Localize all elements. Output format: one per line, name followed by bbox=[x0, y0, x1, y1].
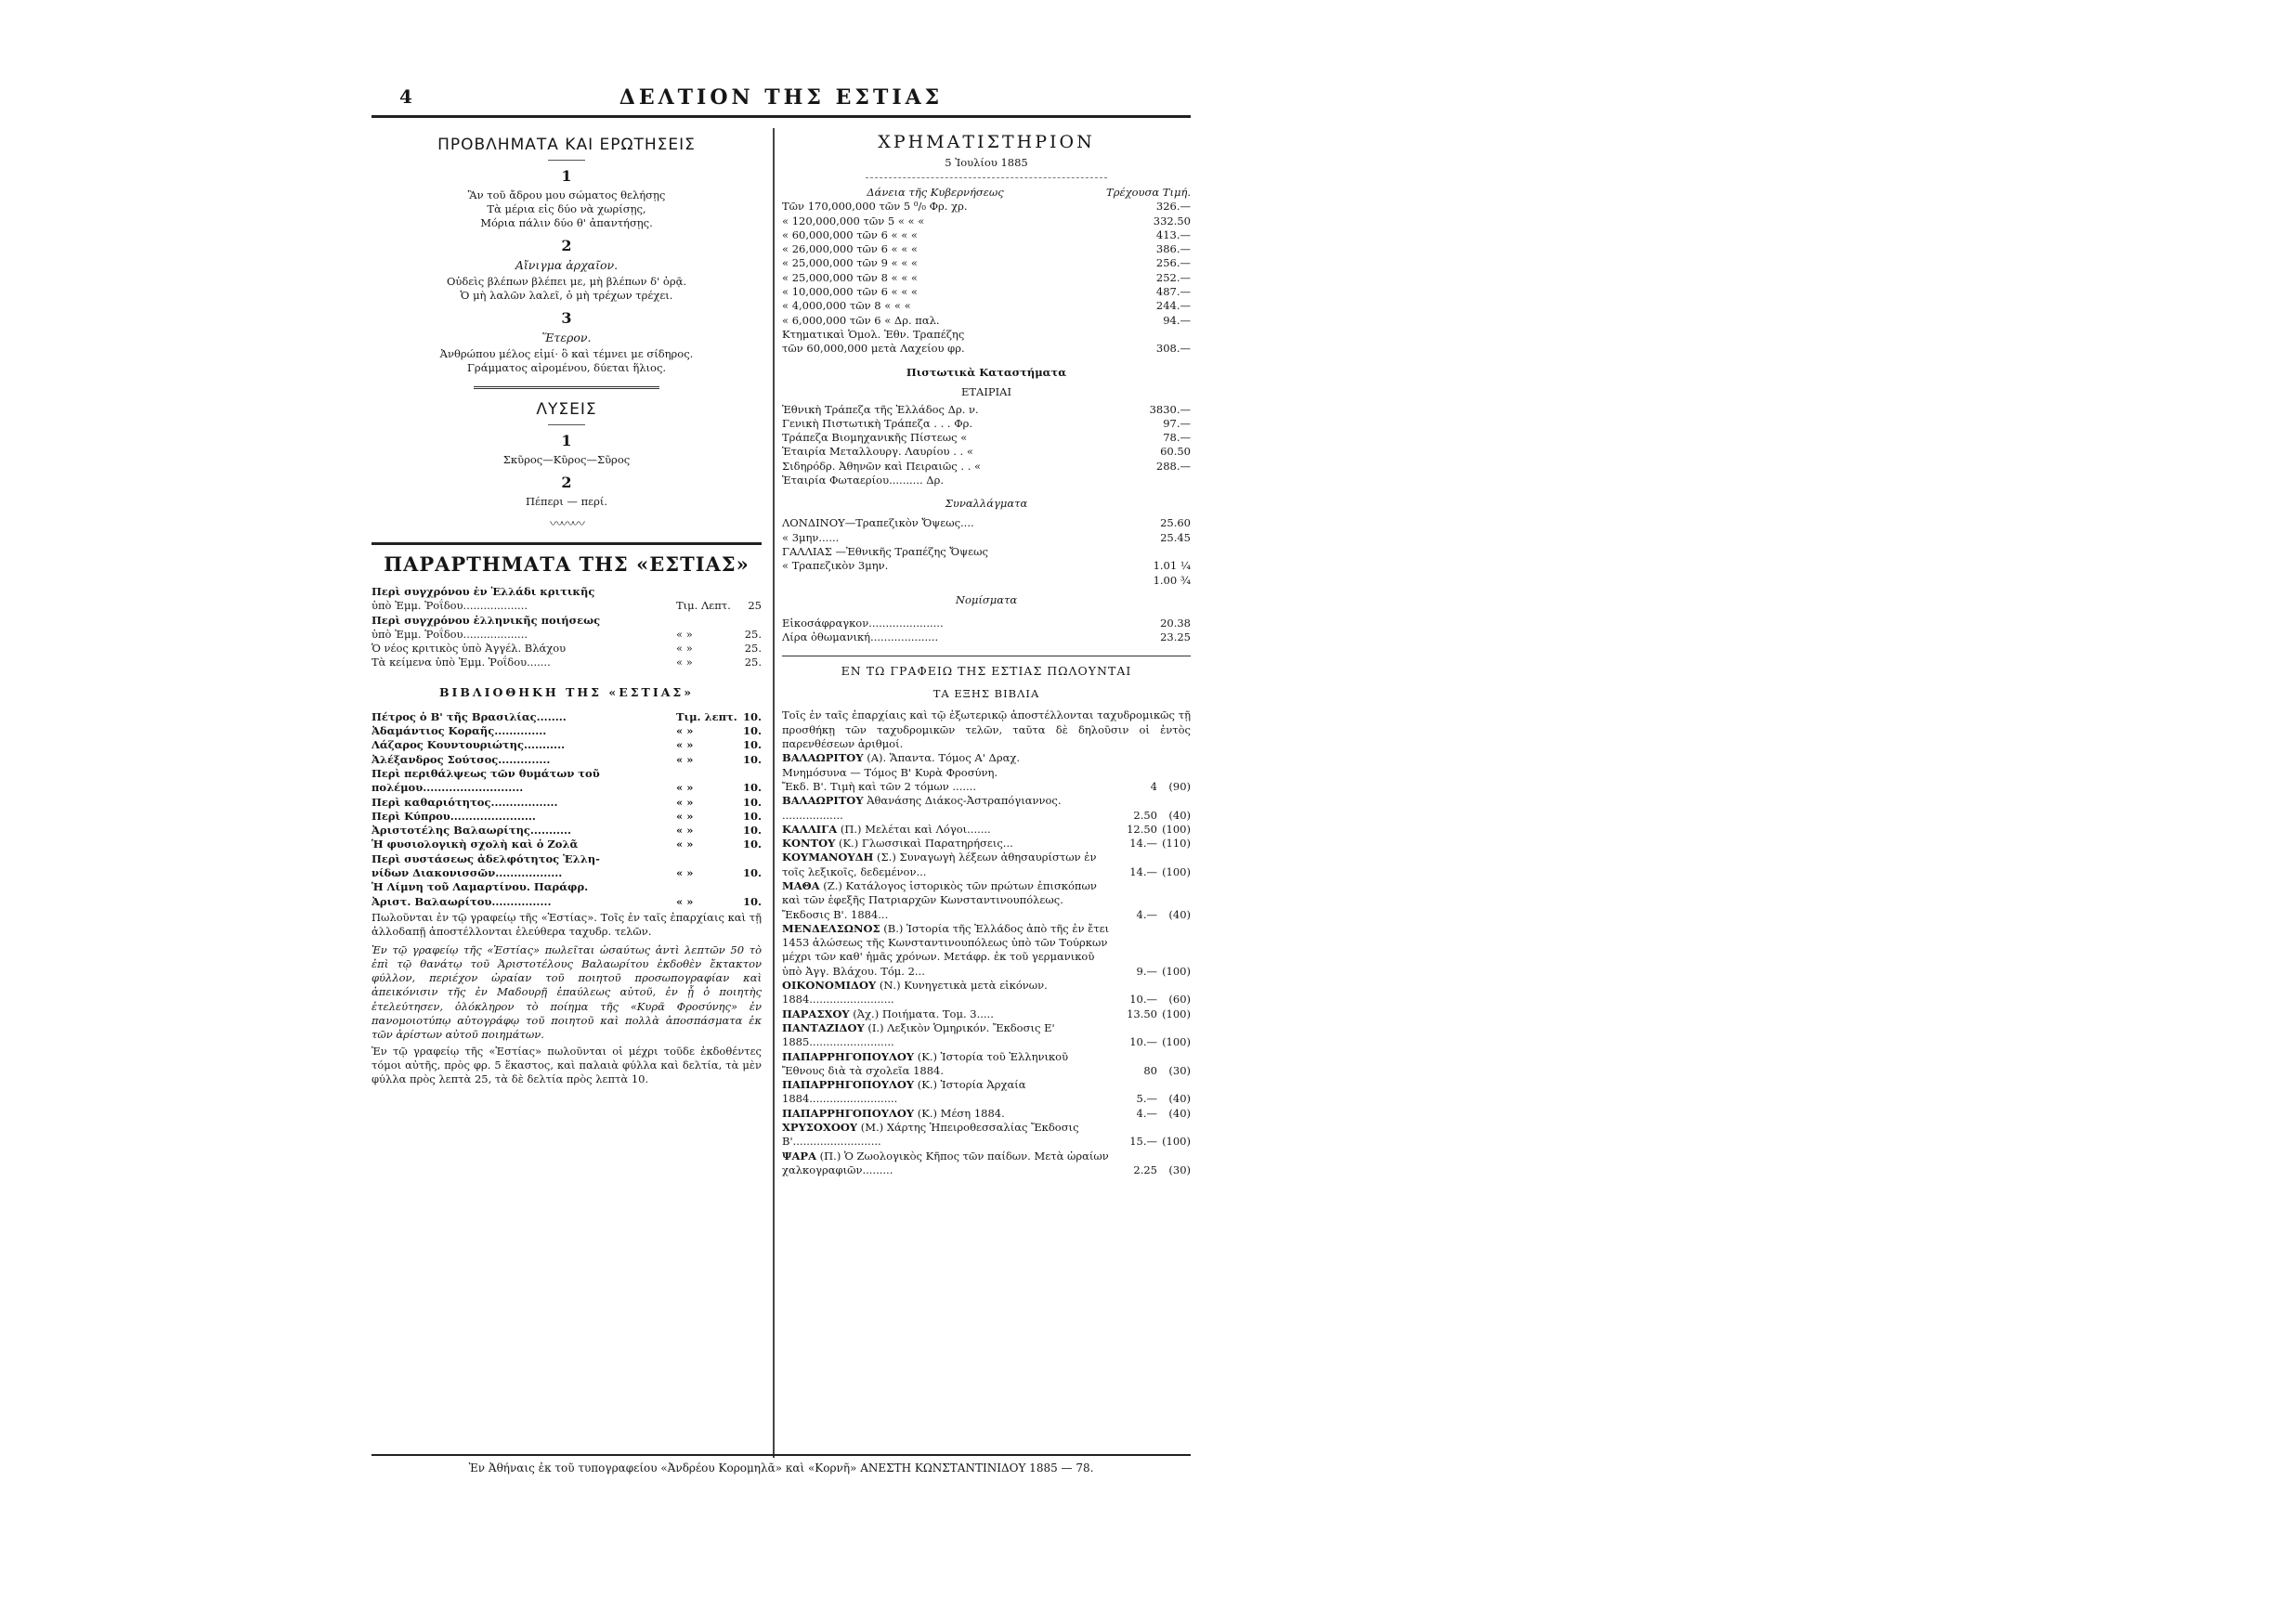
book-text: ΒΑΛΑΩΡΙΤΟΥ Ἀθανάσης Διάκος-Ἀστραπόγιαννος. .................. bbox=[782, 794, 1062, 822]
masthead-title: ΔΕΛΤΙΟΝ ΤΗΣ ΕΣΤΙΑΣ bbox=[619, 85, 944, 110]
problem-line: Τὰ μέρια εἰς δύο νὰ χωρίσῃς, bbox=[487, 202, 646, 215]
company-desc: Σιδηρόδρ. Ἀθηνῶν καὶ Πειραιῶς . . « bbox=[782, 459, 982, 473]
gov-loans-header: Δάνεια τῆς Κυβερνήσεως bbox=[867, 186, 1004, 199]
supplement-title: Περὶ συγχρόνου ἐν Ἑλλάδι κριτικῆς bbox=[372, 585, 595, 598]
exchange-row bbox=[782, 559, 1191, 573]
company-value: 3830.— bbox=[1149, 402, 1191, 416]
library-title: Ἡ Λίμνη τοῦ Λαμαρτίνου. Παράφρ. bbox=[372, 880, 589, 894]
problem-line: Γράμματος αἰρομένου, δύεται ἥλιος. bbox=[466, 361, 667, 374]
library-price: 10. bbox=[742, 781, 762, 795]
page-footer bbox=[372, 1454, 1191, 1475]
supplement-price: 25. bbox=[744, 627, 762, 641]
library-row bbox=[372, 781, 762, 795]
coins-title: Νομίσματα bbox=[955, 592, 1018, 606]
supplement-unit: « » bbox=[676, 656, 693, 669]
library-title: Ἀδαμάντιος Κοραῆς.............. bbox=[372, 724, 547, 738]
library-row bbox=[372, 810, 762, 824]
wave-ornament: 〰〰〰 bbox=[550, 517, 583, 532]
exchange-row bbox=[782, 545, 1191, 559]
library-unit: Τιμ. λεπτ. bbox=[676, 709, 737, 723]
exchange-desc bbox=[782, 574, 1107, 588]
book-price: 14.— bbox=[1129, 864, 1157, 878]
book-postage: (100) bbox=[1162, 1035, 1191, 1049]
supplement-row bbox=[372, 628, 762, 642]
coins-list bbox=[782, 617, 1191, 645]
supplement-title: Τὰ κείμενα ὑπὸ Ἐμμ. Ῥοΐδου....... bbox=[372, 656, 551, 669]
library-title: Ἡ φυσιολογικὴ σχολὴ καὶ ὁ Ζολᾶ bbox=[372, 838, 579, 851]
library-title: Περὶ συστάσεως ἀδελφότητος Ἑλλη- bbox=[372, 851, 600, 865]
problem-line: Ἂν τοῦ ἄδρου μου σώματος θελήσῃς bbox=[467, 188, 666, 201]
library-row bbox=[372, 724, 762, 738]
book-text: ΚΟΝΤΟΥ (Κ.) Γλωσσικαὶ Παρατηρήσεις... bbox=[782, 837, 1013, 851]
loan-row bbox=[782, 299, 1191, 313]
supplement-row bbox=[372, 642, 762, 656]
library-price: 10. bbox=[742, 709, 762, 723]
book-author: ΒΑΛΑΩΡΙΤΟΥ bbox=[782, 794, 864, 808]
book-row bbox=[782, 922, 1191, 979]
book-text: Μνημόσυνα — Τόμος Β' Κυρὰ Φροσύνη. bbox=[782, 765, 998, 779]
library-row bbox=[372, 880, 762, 894]
library-row bbox=[372, 796, 762, 810]
problems-title: ΠΡΟΒΛΗΜΑΤΑ ΚΑΙ ΕΡΩΤΗΣΕΙΣ bbox=[437, 136, 696, 154]
header-rule bbox=[372, 115, 1191, 118]
loan-row bbox=[782, 328, 1191, 342]
problem-line: Ἀνθρώπου μέλος εἰμί· ὃ καὶ τέμνει με σίδηρος. bbox=[439, 347, 694, 360]
book-row bbox=[782, 1121, 1191, 1150]
library-row bbox=[372, 710, 762, 724]
loan-value: 413.— bbox=[1155, 227, 1191, 241]
library-unit bbox=[676, 880, 736, 894]
supplements-title: ΠΑΡΑΡΤΗΜΑΤΑ ΤΗΣ «ΕΣΤΙΑΣ» bbox=[384, 552, 750, 576]
loan-row bbox=[782, 342, 1191, 356]
book-row bbox=[782, 1150, 1191, 1178]
library-title: νίδων Διακονισσῶν.................. bbox=[372, 866, 563, 880]
company-value bbox=[1107, 474, 1191, 487]
book-postage: (60) bbox=[1168, 993, 1191, 1007]
library-price: 10. bbox=[742, 838, 762, 851]
dotted-divider bbox=[866, 177, 1107, 178]
problems-list bbox=[372, 167, 762, 375]
book-row bbox=[782, 1107, 1191, 1121]
exchanges-title: Συναλλάγματα bbox=[945, 497, 1028, 511]
book-price: 5.— bbox=[1136, 1092, 1157, 1106]
loan-value: 386.— bbox=[1155, 242, 1191, 256]
library-title: Περὶ καθαριότητος.................. bbox=[372, 795, 558, 809]
exchange-date: 5 Ἰουλίου 1885 bbox=[945, 156, 1028, 169]
book-row bbox=[782, 837, 1191, 851]
library-title: Ἀριστοτέλης Βαλαωρίτης........... bbox=[372, 824, 571, 838]
loan-desc: « 6,000,000 τῶν 6 « Δρ. παλ. bbox=[782, 313, 940, 327]
library-price: 10. bbox=[742, 795, 762, 809]
solution-number: 2 bbox=[561, 474, 572, 491]
problem-number: 3 bbox=[561, 309, 572, 327]
exchange-row bbox=[782, 516, 1191, 530]
library-row bbox=[372, 824, 762, 838]
exchange-desc: « 3μην...... bbox=[782, 530, 840, 544]
loan-value: 326.— bbox=[1155, 200, 1191, 214]
library-row bbox=[372, 852, 762, 866]
book-row bbox=[782, 851, 1191, 879]
book-postage: (90) bbox=[1168, 779, 1191, 793]
library-title: Ἀλέξανδρος Σούτσος.............. bbox=[372, 752, 551, 766]
solution-number: 1 bbox=[561, 432, 572, 449]
coin-desc: Λίρα ὀθωμανική.................... bbox=[782, 630, 939, 644]
book-price: 10.— bbox=[1129, 1035, 1157, 1049]
library-title: ΒΙΒΛΙΟΘΗΚΗ ΤΗΣ «ΕΣΤΙΑΣ» bbox=[438, 684, 695, 699]
loan-row bbox=[782, 285, 1191, 299]
library-price bbox=[736, 852, 762, 866]
library-title: Περὶ περιθάλψεως τῶν θυμάτων τοῦ bbox=[372, 766, 600, 780]
library-unit: « » bbox=[676, 781, 694, 795]
book-author: ΜΑΘΑ bbox=[782, 878, 820, 892]
library-unit: « » bbox=[676, 824, 694, 838]
book-text: ΚΑΛΛΙΓΑ (Π.) Μελέται καὶ Λόγοι....... bbox=[782, 822, 991, 836]
book-row bbox=[782, 1007, 1191, 1021]
library-price: 10. bbox=[742, 752, 762, 766]
loan-row bbox=[782, 242, 1191, 256]
book-price: 9.— bbox=[1136, 964, 1157, 978]
library-unit: « » bbox=[676, 866, 694, 880]
exchange-desc: ΓΑΛΛΙΑΣ —Ἐθνικῆς Τραπέζης Ὄψεως bbox=[782, 544, 988, 558]
valaoritis-notice: Ἐν τῷ γραφείῳ τῆς «Ἑστίας» πωλεῖται ὡσαύτως ἀντὶ λεπτῶν 50 τὸ ἐπὶ τῷ θανάτῳ τοῦ Ἀριστοτέλους Βαλαωρίτου ἐκδοθὲν ἔκτακτον φύλλον, περιέχον ὡραίαν τοῦ ποιητοῦ προσωπογραφίαν καὶ ἀπεικόνισιν τῆς ἐν Μαδουρῇ ἐπαύλεως αὐτοῦ, ἐν ᾗ ὁ ποιητὴς ἐτελεύτησεν, ὁλόκληρον τὸ ποίημα τῆς «Κυρᾶ Φροσύνης» ἐν πανομοιοτύπῳ αὐτογράφῳ τοῦ ποιητοῦ καὶ πολλὰ ἀποσπάσματα ἐκ τῶν ἀρίστων αὐτοῦ ποιημάτων. bbox=[372, 942, 762, 1042]
loan-row bbox=[782, 228, 1191, 242]
loan-row bbox=[782, 271, 1191, 285]
supplement-unit bbox=[676, 614, 736, 628]
company-value: 78.— bbox=[1163, 431, 1191, 445]
exchange-row bbox=[782, 531, 1191, 545]
company-value: 60.50 bbox=[1160, 445, 1191, 459]
book-author: ΜΕΝΔΕΛΣΩΝΟΣ bbox=[782, 921, 880, 935]
company-row bbox=[782, 431, 1191, 445]
books-intro: Τοῖς ἐν ταῖς ἐπαρχίαις καὶ τῷ ἐξωτερικῷ ἀποστέλλονται ταχυδρομικῶς τῇ προσθήκῃ τῶν ταχυδρομικῶν τελῶν, ταῦτα δὲ δηλοῦσιν οἱ ἐντὸς παρενθέσεων ἀριθμοί. bbox=[782, 708, 1191, 751]
library-price bbox=[736, 880, 762, 894]
book-row bbox=[782, 979, 1191, 1007]
book-text: ΚΟΥΜΑΝΟΥΔΗ (Σ.) Συναγωγὴ λέξεων ἀθησαυρίστων ἐν τοῖς λεξικοῖς, δεδεμένον... bbox=[782, 851, 1097, 878]
book-price: 2.25 bbox=[1133, 1163, 1157, 1176]
company-value: 97.— bbox=[1163, 416, 1191, 430]
exchange-desc: « Τραπεζικὸν 3μην. bbox=[782, 559, 889, 573]
divider bbox=[548, 424, 585, 425]
library-price bbox=[736, 767, 762, 781]
loan-value: 252.— bbox=[1155, 270, 1191, 284]
book-author: ΠΑΠΑΡΡΗΓΟΠΟΥΛΟΥ bbox=[782, 1078, 915, 1092]
back-issues-notice: Ἐν τῷ γραφείῳ τῆς «Ἑστίας» πωλοῦνται οἱ μέχρι τοῦδε ἐκδοθέντες τόμοι αὐτῆς, πρὸς φρ. 5 ἕκαστος, καὶ παλαιὰ φύλλα καὶ δελτία, τὰ μὲν φύλλα πρὸς λεπτὰ 25, τὰ δὲ δελτία πρὸς λεπτὰ 10. bbox=[372, 1044, 762, 1086]
library-row bbox=[372, 767, 762, 781]
company-desc: Ἐθνικὴ Τράπεζα τῆς Ἑλλάδος Δρ. ν. bbox=[782, 402, 979, 416]
book-author: ΨΑΡΑ bbox=[782, 1149, 816, 1163]
coin-row bbox=[782, 617, 1191, 630]
book-postage: (40) bbox=[1168, 1092, 1191, 1106]
loan-row bbox=[782, 256, 1191, 270]
loan-row bbox=[782, 214, 1191, 228]
library-price: 10. bbox=[742, 809, 762, 823]
book-text: ΜΕΝΔΕΛΣΩΝΟΣ (Β.) Ἱστορία τῆς Ἑλλάδος ἀπὸ τῆς ἐν ἔτει 1453 ἁλώσεως τῆς Κωνσταντινουπόλεως ὑπὸ τῶν Τούρκων μέχρι τῶν καθ' ἡμᾶς χρόνων. Μετάφρ. ἐκ τοῦ γερμανικοῦ ὑπὸ Ἀγγ. Βλάχου. Τόμ. 2... bbox=[782, 921, 1110, 978]
loan-value bbox=[1107, 328, 1191, 342]
exchange-title: ΧΡΗΜΑΤΙΣΤΗΡΙΟΝ bbox=[878, 132, 1095, 152]
company-row bbox=[782, 417, 1191, 431]
column-divider bbox=[773, 128, 775, 1458]
book-author: ΠΑΡΑΣΧΟΥ bbox=[782, 1007, 850, 1020]
company-desc: Ἑταιρία Φωταερίου.......... Δρ. bbox=[782, 474, 945, 487]
company-desc: Τράπεζα Βιομηχανικῆς Πίστεως « bbox=[782, 431, 968, 445]
solutions-title: ΛΥΣΕΙΣ bbox=[536, 400, 597, 419]
problem-number: 1 bbox=[561, 167, 572, 185]
exchange-value: 1.01 ¼ bbox=[1153, 559, 1191, 573]
library-unit: « » bbox=[676, 738, 694, 752]
book-author: ΚΟΝΤΟΥ bbox=[782, 837, 836, 851]
problem-line: Μόρια πάλιν δύο θ' ἀπαντήσῃς. bbox=[480, 216, 653, 229]
loan-desc: « 120,000,000 τῶν 5 « « « bbox=[782, 214, 925, 227]
loan-desc: « 4,000,000 τῶν 8 « « « bbox=[782, 299, 911, 313]
companies-title: ΕΤΑΙΡΙΑΙ bbox=[960, 384, 1012, 398]
ornament-rule bbox=[474, 386, 659, 389]
book-postage: (30) bbox=[1168, 1063, 1191, 1077]
solution-text: Σκῦρος—Κῦρος—Σῦρος bbox=[502, 453, 631, 466]
books-title: ΕΝ ΤΩ ΓΡΑΦΕΙΩ ΤΗΣ ΕΣΤΙΑΣ ΠΩΛΟΥΝΤΑΙ bbox=[841, 664, 1132, 679]
supplement-price: 25. bbox=[744, 642, 762, 656]
library-title: Περὶ Κύπρου....................... bbox=[372, 809, 536, 823]
library-unit: « » bbox=[676, 894, 694, 908]
library-unit: « » bbox=[676, 809, 694, 823]
company-row bbox=[782, 460, 1191, 474]
loan-desc: « 26,000,000 τῶν 6 « « « bbox=[782, 242, 918, 256]
supplement-unit: « » bbox=[676, 642, 693, 656]
book-author: ΠΑΠΑΡΡΗΓΟΠΟΥΛΟΥ bbox=[782, 1049, 915, 1063]
supplement-unit bbox=[676, 585, 736, 599]
book-postage: (100) bbox=[1162, 964, 1191, 978]
book-text: ΟΙΚΟΝΟΜΙΔΟΥ (Ν.) Κυνηγετικὰ μετὰ εἰκόνων. 1884......................... bbox=[782, 979, 1048, 1007]
loan-row bbox=[782, 314, 1191, 328]
supplement-title: Ὁ νέος κριτικὸς ὑπὸ Ἀγγέλ. Βλάχου bbox=[372, 642, 567, 656]
supplement-row bbox=[372, 656, 762, 669]
book-author: ΠΑΝΤΑΖΙΔΟΥ bbox=[782, 1020, 865, 1034]
company-row bbox=[782, 403, 1191, 417]
supplements-list bbox=[372, 585, 762, 670]
library-title: Λάζαρος Κουντουριώτης........... bbox=[372, 738, 566, 752]
company-desc: Γενικὴ Πιστωτικὴ Τράπεζα . . . Φρ. bbox=[782, 416, 973, 430]
loan-desc: « 25,000,000 τῶν 9 « « « bbox=[782, 256, 918, 270]
coin-value: 23.25 bbox=[1160, 630, 1191, 644]
loan-desc: τῶν 60,000,000 μετὰ Λαχείου φρ. bbox=[782, 342, 965, 356]
company-desc: Ἑταιρία Μεταλλουργ. Λαυρίου . . « bbox=[782, 445, 973, 459]
companies-list bbox=[782, 403, 1191, 488]
library-title: Ἀριστ. Βαλαωρίτου................ bbox=[372, 894, 552, 908]
exchange-value: 25.60 bbox=[1160, 516, 1191, 530]
library-title: Πέτρος ὁ Β' τῆς Βρασιλίας........ bbox=[372, 709, 567, 723]
library-price: 10. bbox=[742, 738, 762, 752]
book-text: Ἔκδ. Β'. Τιμὴ καὶ τῶν 2 τόμων ....... bbox=[782, 779, 976, 793]
supplement-row bbox=[372, 614, 762, 628]
problem-number: 2 bbox=[561, 237, 572, 254]
book-text: ΨΑΡΑ (Π.) Ὁ Ζωολογικὸς Κῆπος τῶν παίδων. Μετὰ ὡραίων χαλκογραφιῶν......... bbox=[782, 1149, 1109, 1176]
book-row bbox=[782, 766, 1191, 780]
supplement-price: 25 bbox=[748, 599, 762, 613]
supplement-title: Περὶ συγχρόνου ἑλληνικῆς ποιήσεως bbox=[372, 613, 601, 627]
book-row bbox=[782, 1050, 1191, 1079]
book-author: ΒΑΛΑΩΡΙΤΟΥ bbox=[782, 751, 864, 765]
book-price: 13.50 bbox=[1127, 1007, 1157, 1020]
loan-value: 94.— bbox=[1163, 313, 1191, 327]
loan-desc: « 10,000,000 τῶν 6 « « « bbox=[782, 285, 918, 299]
section-rule bbox=[372, 542, 762, 545]
books-list bbox=[782, 751, 1191, 1177]
credit-title: Πιστωτικὰ Καταστήματα bbox=[906, 365, 1067, 379]
company-row bbox=[782, 445, 1191, 459]
newspaper-page bbox=[372, 82, 1191, 1479]
book-row bbox=[782, 794, 1191, 823]
book-row bbox=[782, 751, 1191, 765]
supplement-unit: « » bbox=[676, 627, 693, 641]
book-author: ΚΑΛΛΙΓΑ bbox=[782, 822, 838, 836]
loan-value: 308.— bbox=[1155, 342, 1191, 356]
book-text: ΠΑΠΑΡΡΗΓΟΠΟΥΛΟΥ (Κ.) Μέση 1884. bbox=[782, 1106, 1005, 1120]
loan-desc: « 25,000,000 τῶν 8 « « « bbox=[782, 270, 918, 284]
book-row bbox=[782, 780, 1191, 794]
problem-line: Ὁ μὴ λαλῶν λαλεῖ, ὁ μὴ τρέχων τρέχει. bbox=[460, 289, 673, 302]
exchange-value: 25.45 bbox=[1160, 530, 1191, 544]
library-unit bbox=[676, 852, 736, 866]
problem-heading: Ἕτερον. bbox=[541, 331, 592, 344]
book-text: ΠΑΡΑΣΧΟΥ (Ἀχ.) Ποιήματα. Τομ. 3..... bbox=[782, 1007, 994, 1020]
book-row bbox=[782, 1078, 1191, 1107]
imprint: Ἐν Ἀθήναις ἐκ τοῦ τυπογραφείου «Ἀνδρέου Κορομηλᾶ» καὶ «Κορνῆ» ΑΝΕΣΤΗ ΚΩΝΣΤΑΝΤΙΝΙΔΟΥ 1885 — 78. bbox=[468, 1462, 1094, 1475]
problem-heading: Αἴνιγμα ἀρχαῖον. bbox=[515, 258, 619, 272]
loan-row bbox=[782, 200, 1191, 214]
library-row bbox=[372, 866, 762, 880]
exchange-value bbox=[1107, 545, 1191, 559]
book-price: 14.— bbox=[1129, 837, 1157, 851]
book-author: ΠΑΠΑΡΡΗΓΟΠΟΥΛΟΥ bbox=[782, 1106, 915, 1120]
supplement-row bbox=[372, 599, 762, 613]
book-postage: (100) bbox=[1162, 864, 1191, 878]
book-text: ΜΑΘΑ (Ζ.) Κατάλογος ἱστορικὸς τῶν πρώτων ἐπισκόπων καὶ τῶν ἐφεξῆς Πατριαρχῶν Κωνσταντινουπόλεως. Ἔκδοσις Β'. 1884... bbox=[782, 878, 1097, 921]
book-price: 80 bbox=[1143, 1063, 1157, 1077]
library-row bbox=[372, 753, 762, 767]
coin-desc: Εἰκοσάφραγκον...................... bbox=[782, 616, 944, 630]
book-text: ΠΑΠΑΡΡΗΓΟΠΟΥΛΟΥ (Κ.) Ἱστορία τοῦ Ἑλληνικοῦ Ἔθνους διὰ τὰ σχολεῖα 1884. bbox=[782, 1049, 1069, 1077]
exchanges-list bbox=[782, 516, 1191, 587]
book-price: 2.50 bbox=[1133, 808, 1157, 822]
library-unit: « » bbox=[676, 838, 694, 851]
footer-rule bbox=[372, 1454, 1191, 1456]
book-text: ΠΑΝΤΑΖΙΔΟΥ (Ι.) Λεξικὸν Ὁμηρικόν. Ἔκδοσις Ε' 1885......................... bbox=[782, 1020, 1055, 1049]
book-postage: (100) bbox=[1162, 1007, 1191, 1020]
library-price: 10. bbox=[742, 894, 762, 908]
book-price: 4 bbox=[1150, 779, 1157, 793]
book-price: 15.— bbox=[1129, 1135, 1157, 1149]
supplement-price bbox=[736, 614, 762, 628]
exchange-row bbox=[782, 574, 1191, 588]
coin-value: 20.38 bbox=[1160, 616, 1191, 630]
exchange-value: 1.00 ¾ bbox=[1153, 573, 1191, 587]
book-postage: (40) bbox=[1168, 907, 1191, 921]
page-number: 4 bbox=[399, 85, 412, 108]
book-postage: (110) bbox=[1162, 837, 1191, 851]
book-price: 10.— bbox=[1129, 993, 1157, 1007]
divider bbox=[548, 160, 585, 161]
loans-list bbox=[782, 200, 1191, 356]
loan-value: 244.— bbox=[1155, 299, 1191, 313]
loan-value: 487.— bbox=[1155, 285, 1191, 299]
book-author: ΟΙΚΟΝΟΜΙΔΟΥ bbox=[782, 979, 877, 993]
supplement-price: 25. bbox=[744, 656, 762, 669]
book-row bbox=[782, 879, 1191, 922]
page-header bbox=[372, 82, 1191, 124]
solution-text: Πέπερι — περί. bbox=[525, 495, 608, 508]
book-postage: (40) bbox=[1168, 1106, 1191, 1120]
supplement-price bbox=[736, 585, 762, 599]
exchange-desc: ΛΟΝΔΙΝΟΥ—Τραπεζικὸν Ὄψεως.... bbox=[782, 516, 974, 530]
book-text: ΧΡΥΣΟΧΟΟΥ (Μ.) Χάρτης Ἠπειροθεσσαλίας Ἔκδοσις Β'.......................... bbox=[782, 1121, 1079, 1149]
company-value: 288.— bbox=[1155, 459, 1191, 473]
coin-row bbox=[782, 630, 1191, 644]
loan-value: 332.50 bbox=[1153, 214, 1191, 227]
book-text: ΠΑΠΑΡΡΗΓΟΠΟΥΛΟΥ (Κ.) Ἱστορία Ἀρχαία 1884.......................... bbox=[782, 1078, 1026, 1106]
book-author: ΧΡΥΣΟΧΟΟΥ bbox=[782, 1121, 858, 1135]
solutions-list bbox=[372, 432, 762, 509]
book-price: 12.50 bbox=[1127, 822, 1157, 836]
supplement-unit: Τιμ. Λεπτ. bbox=[676, 599, 731, 613]
library-row bbox=[372, 895, 762, 909]
book-postage: (40) bbox=[1168, 808, 1191, 822]
price-header: Τρέχουσα Τιμή. bbox=[1106, 186, 1191, 199]
book-price: 4.— bbox=[1136, 907, 1157, 921]
company-row bbox=[782, 474, 1191, 487]
library-unit: « » bbox=[676, 795, 694, 809]
library-unit: « » bbox=[676, 724, 694, 738]
book-row bbox=[782, 1021, 1191, 1050]
problem-line: Οὐδεὶς βλέπων βλέπει με, μὴ βλέπων δ' ὁρᾷ. bbox=[446, 275, 687, 288]
library-note: Πωλοῦνται ἐν τῷ γραφείῳ τῆς «Ἑστίας». Τοῖς ἐν ταῖς ἐπαρχίαις καὶ τῇ ἀλλοδαπῇ ἀποστέλλονται ἐλεύθερα ταχυδρ. τελῶν. bbox=[372, 910, 762, 939]
books-subtitle: ΤΑ ΕΞΗΣ ΒΙΒΛΙΑ bbox=[932, 687, 1040, 701]
book-row bbox=[782, 823, 1191, 837]
loan-value: 256.— bbox=[1155, 256, 1191, 270]
book-text: ΒΑΛΑΩΡΙΤΟΥ (Α). Ἅπαντα. Τόμος Α' Δραχ. bbox=[782, 751, 1020, 765]
loans-header bbox=[782, 186, 1191, 200]
library-title: πολέμου........................... bbox=[372, 781, 524, 795]
loan-desc: Κτηματικαὶ Ὁμολ. Ἐθν. Τραπέζης bbox=[782, 327, 965, 341]
book-postage: (30) bbox=[1168, 1163, 1191, 1176]
right-column bbox=[782, 130, 1191, 1177]
left-column bbox=[372, 130, 762, 1087]
library-list bbox=[372, 710, 762, 909]
library-price: 10. bbox=[742, 866, 762, 880]
book-price: 4.— bbox=[1136, 1106, 1157, 1120]
library-row bbox=[372, 838, 762, 851]
library-row bbox=[372, 738, 762, 752]
library-unit: « » bbox=[676, 752, 694, 766]
supplement-title: ὑπὸ Ἐμμ. Ῥοΐδου................... bbox=[372, 627, 528, 641]
book-author: ΚΟΥΜΑΝΟΥΔΗ bbox=[782, 851, 874, 864]
library-price: 10. bbox=[742, 724, 762, 738]
book-postage: (100) bbox=[1162, 822, 1191, 836]
loan-desc: « 60,000,000 τῶν 6 « « « bbox=[782, 227, 918, 241]
book-postage: (100) bbox=[1162, 1135, 1191, 1149]
supplement-title: ὑπὸ Ἐμμ. Ῥοΐδου................... bbox=[372, 599, 528, 613]
library-price: 10. bbox=[742, 824, 762, 838]
loan-desc: Τῶν 170,000,000 τῶν 5 ⁰/₀ Φρ. χρ. bbox=[782, 200, 968, 214]
library-unit bbox=[676, 767, 736, 781]
supplement-row bbox=[372, 585, 762, 599]
